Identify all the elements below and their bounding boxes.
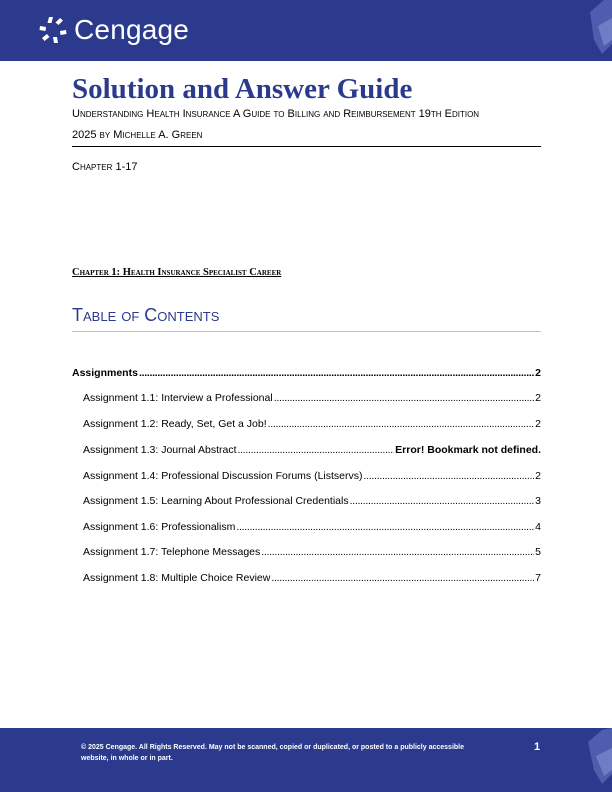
dot-leader: [238, 443, 395, 457]
header-bar: [0, 0, 612, 61]
toc-divider: [72, 331, 541, 332]
page-number: 1: [534, 741, 541, 753]
dot-leader: [364, 469, 535, 483]
dot-leader: [236, 520, 534, 534]
toc-entry[interactable]: Assignment 1.8: Multiple Choice Review . . . 7: [83, 571, 541, 585]
toc-entry[interactable]: Assignment 1.2: Ready, Set, Get a Job! . . . 2: [83, 417, 541, 431]
footer-bar: [0, 728, 612, 792]
dot-leader: [139, 366, 534, 380]
bookmark-error: Error! Bookmark not defined.: [395, 444, 541, 456]
corner-decoration-icon: [572, 0, 612, 61]
cengage-logo: [38, 15, 189, 45]
dot-leader: [271, 571, 534, 585]
chapter-range: Chapter 1-17: [72, 161, 138, 173]
dot-leader: [350, 494, 535, 508]
toc-entry[interactable]: Assignment 1.1: Interview a Professional . . . 2: [83, 391, 541, 405]
book-subtitle: Understanding Health Insurance A Guide to Billing and Reimbursement 19th Edition: [72, 108, 480, 120]
page-title: Solution and Answer Guide: [72, 73, 413, 105]
dot-leader: [261, 545, 534, 559]
author-line: 2025 by Michelle A. Green: [72, 129, 203, 141]
dot-leader: [268, 417, 535, 431]
header-divider: [72, 146, 541, 147]
cengage-mark-icon: [38, 15, 68, 45]
toc-entry-assignments[interactable]: Assignments . . . 2: [72, 366, 541, 380]
dot-leader: [274, 391, 534, 405]
toc-heading: Table of Contents: [72, 305, 220, 325]
toc-entry[interactable]: Assignment 1.7: Telephone Messages . . . 5: [83, 545, 541, 559]
toc-entry[interactable]: Assignment 1.6: Professionalism . . . 4: [83, 520, 541, 534]
copyright-notice: © 2025 Cengage. All Rights Reserved. May not be scanned, copied or duplicated, or posted to a publicly accessible website, in whole or in part.: [81, 744, 465, 762]
logo-text: Cengage: [74, 14, 190, 45]
toc-entry[interactable]: Assignment 1.3: Journal Abstract . . . Error! Bookmark not defined.: [83, 443, 541, 457]
corner-decoration-icon: [572, 728, 612, 792]
chapter-title: Chapter 1: Health Insurance Specialist Career: [72, 267, 282, 278]
toc-entry[interactable]: Assignment 1.5: Learning About Professional Credentials . . . 3: [83, 494, 541, 508]
toc-entry[interactable]: Assignment 1.4: Professional Discussion Forums (Listservs) . . . 2: [83, 469, 541, 483]
